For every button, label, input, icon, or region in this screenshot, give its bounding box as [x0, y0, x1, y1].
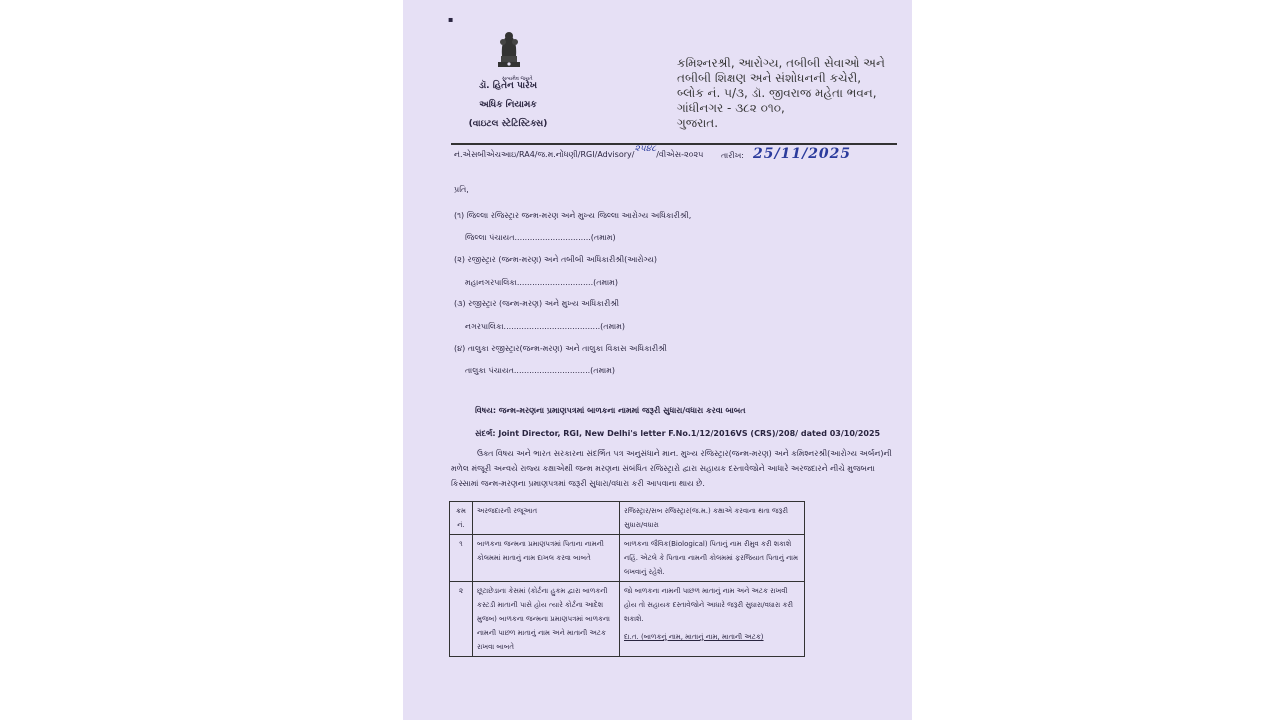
corner-dot: ▪	[448, 15, 454, 24]
document-page	[403, 0, 912, 720]
body-paragraph: ઉક્ત વિષય અને ભારત સરકારના સંદર્ભિત પત્ર અનુસંધાને માન. મુખ્ય રજિસ્ટ્રાર(જન્મ-મરણ) અને કમિશ્નરશ્રી(આરોગ્ય અર્બન)ની મળેલ મંજૂરી અન્વયે રાજ્ય કક્ષાએથી જન્મ મરણના સંબંધિત રજિસ્ટ્રારો દ્વારા સહાયક દસ્તાવેજોને આધારે અરજદારને નીચે મુજબના કિસ્સામાં જન્મ-મરણના પ્રમાણપત્રમાં જરૂરી સુધારા/વધારા કરી આપવાના થાય છે.	[451, 449, 892, 488]
registrar-action: બાળકના જૈવિક(Biological) પિતાનું નામ રીમુવ કરી શકાશે નહિં. એટલે કે પિતાના નામની કોલમમાં ફરજિયાત પિતાનું નામ લખવાનું રહેશે.	[620, 535, 805, 582]
address-line: ગાંધીનગર - ૩૮૨ ૦૧૦,	[677, 101, 785, 115]
ref-suffix: /વીએસ-૨૦૨૫	[656, 150, 704, 159]
officer-department: (વાઇટલ સ્ટેટિસ્ટિક્સ)	[468, 119, 548, 129]
row-number: ૧	[450, 535, 473, 582]
ref-handwritten-number: ૨૫૪૮	[634, 144, 657, 154]
corrections-table	[449, 501, 805, 657]
salutation: પ્રતિ,	[454, 185, 469, 194]
officer-name: ડૉ. હિતેન પારેખ	[478, 81, 538, 91]
recipient-1-office: જિલ્લા પંચાયત..............................(તમામ)	[465, 233, 616, 242]
header-cell: રજિસ્ટ્રાર/સબ રજિસ્ટ્રાર(જ.મ.) કક્ષાએ કરવાના થતા જરૂરી સુધારા/વધારા	[620, 502, 805, 535]
header-cell: ક્રમ નં.	[450, 502, 473, 535]
address-line: તબીબી શિક્ષણ અને સંશોધનની કચેરી,	[677, 71, 862, 85]
applicant-request: બાળકના જન્મના પ્રમાણપત્રમાં પિતાના નામની કોલમમાં માતાનું નામ દાખલ કરવા બાબતે	[473, 535, 620, 582]
header-divider	[451, 143, 897, 145]
officer-designation: અધિક નિયામક	[479, 100, 537, 110]
subject-line: વિષય: જન્મ-મરણના પ્રમાણપત્રમાં બાળકના નામમાં જરૂરી સુધારા/વધારા કરવા બાબત	[475, 406, 746, 415]
recipient-4-office: તાલુકા પંચાયત..............................(તમામ)	[465, 366, 615, 375]
example-note: દા.ત. (બાળકનું નામ, માતાનું નામ, માતાની અટક)	[624, 633, 764, 641]
address-line: કમિશ્નરશ્રી, આરોગ્ય, તબીબી સેવાઓ અને	[677, 56, 885, 70]
reference-number	[454, 144, 704, 160]
registrar-action-cell	[620, 582, 805, 657]
table-row	[450, 582, 805, 657]
recipient-2-office: મહાનગરપાલિકા..............................(તમામ)	[465, 278, 618, 287]
ref-prefix: નં.એસબીએચઆઇ/RA4/જ.મ.નોંધણી/RGI/Advisory/	[454, 150, 635, 159]
row-number: ૨	[450, 582, 473, 657]
handwritten-date: 25/11/2025	[753, 146, 852, 162]
national-emblem-icon	[495, 28, 523, 72]
date-label: તારીખ:	[721, 151, 744, 160]
registrar-action: જો બાળકના નામની પાછળ માતાનું નામ અને અટક રાખવી હોય તો સહાયક દસ્તાવેજોને આધારે જરૂરી સુધારા/વધારા કરી શકાશે.	[624, 587, 794, 623]
address-line: ગુજરાત.	[677, 116, 719, 130]
recipient-2: (૨) રજીસ્ટ્રાર (જન્મ-મરણ) અને તબીબી અધિકારીશ્રી(આરોગ્ય)	[454, 255, 658, 264]
header-cell: અરજદારની રજૂઆત	[473, 502, 620, 535]
recipient-1: (૧) જિલ્લા રજિસ્ટ્રાર જન્મ-મરણ અને મુખ્ય જિલ્લા આરોગ્ય અધિકારીશ્રી,	[454, 211, 692, 220]
applicant-request: છૂટાછેડાના કેસમાં (કોર્ટના હુકમ દ્વારા બાળકની કસ્ટડી માતાની પાસે હોય ત્યારે કોર્ટના આદેશ મુજબ) બાળકના જન્મના પ્રમાણપત્રમાં બાળકના નામની પાછળ માતાનું નામ અને માતાની અટક રાખવા બાબતે	[473, 582, 620, 657]
office-address	[677, 56, 885, 131]
recipient-4: (૪) તાલુકા રજીસ્ટ્રાર(જન્મ-મરણ) અને તાલુકા વિકાસ અધિકારીશ્રી	[454, 344, 667, 353]
address-line: બ્લોક નં. ૫/૩, ડૉ. જીવરાજ મહેતા ભવન,	[677, 86, 877, 100]
reference-line: સંદર્ભ: Joint Director, RGI, New Delhi's letter F.No.1/12/2016VS (CRS)/208/ dated 03/10/2025	[475, 429, 881, 438]
recipient-3-office: નગરપાલિકા......................................(તમામ)	[465, 322, 625, 331]
recipient-3: (૩) રજીસ્ટ્રાર (જન્મ-મરણ) અને મુખ્ય અધિકારીશ્રી	[454, 299, 620, 308]
table-header-row	[450, 502, 805, 535]
emblem-caption: સત્યમેવ જયતે	[502, 76, 533, 82]
table-row	[450, 535, 805, 582]
